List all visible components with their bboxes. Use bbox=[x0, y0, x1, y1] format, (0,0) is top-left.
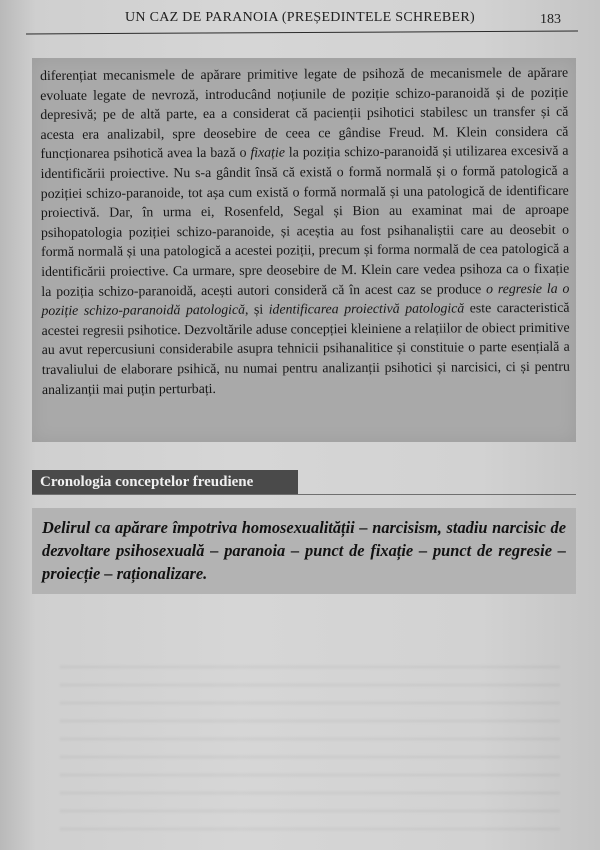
body-text-part-2: la poziția schizo-paranoidă și utilizarea excesivă a identificării proiective. Nu s-a gândit însă că există o formă normală și o formă patologică a poziției schizo-paranoide, tot așa cum există o formă normală și una patologică de identificare proiectivă. Dar, în urma ei, Rosenfeld, Segal și Bion au examinat mai de aproape psihopatologia poziției schizo-paranoide, și aceștia au fost psihanaliștii care au deosebit o formă normală și una patologică a acestei poziții, precum și forma normală de cea patologică a identificării proiective. Ca urmare, spre deosebire de M. Klein care vedea psihoza ca o fixație la poziția schizo-paranoidă, acești autori consideră că în acest caz se produce bbox=[40, 143, 570, 299]
section-heading: Cronologia conceptelor freudiene bbox=[32, 470, 298, 494]
body-text-part-4: este caracteristică acestei regresii psihotice. Dezvoltările aduse concepției kleiniene a relațiilor de obiect primitive au avut repercusiuni considerabile asupra tehnicii psihanalitice și constituie o parte esențială a travaliului de elaborare psihică, nu numai pentru analizanții psihotici și narcisici, ci și pentru analizanții mai puțin perturbați. bbox=[41, 299, 570, 397]
emphasis-fixatie: fixație bbox=[250, 144, 285, 161]
summary-text: Delirul ca apărare împotriva homosexualității – narcisism, stadiu narcisic de dezvoltare psihosexuală – paranoia – punct de fixație – punct de regresie – proiecție – raționalizare. bbox=[42, 518, 566, 583]
header-rule bbox=[26, 31, 578, 35]
page-number: 183 bbox=[540, 12, 561, 27]
emphasis-regresie: o regresie la o poziție schizo-paranoidă patologică bbox=[41, 280, 570, 319]
body-text-part-3: , și bbox=[244, 301, 269, 317]
body-paragraph bbox=[40, 63, 570, 399]
running-title: UN CAZ DE PARANOIA (PREȘEDINTELE SCHREBER) bbox=[124, 10, 476, 25]
bleed-through-texture bbox=[60, 650, 560, 830]
emphasis-identificare: identificarea proiectivă patologică bbox=[268, 300, 465, 317]
body-text-part-1: diferențiat mecanismele de apărare primitive legate de psihoză de mecanismele de apărare evoluate legate de nevroză, introducând noțiunile de poziție schizo-paranoidă și de poziție depresivă; pe de altă parte, ea a considerat că pacienții psihotici stabilesc un transfer și că acesta era analizabil, spre deosebire de ceea ce gândise Freud. M. Klein considera că funcționarea psihotică avea la bază o bbox=[40, 64, 569, 162]
